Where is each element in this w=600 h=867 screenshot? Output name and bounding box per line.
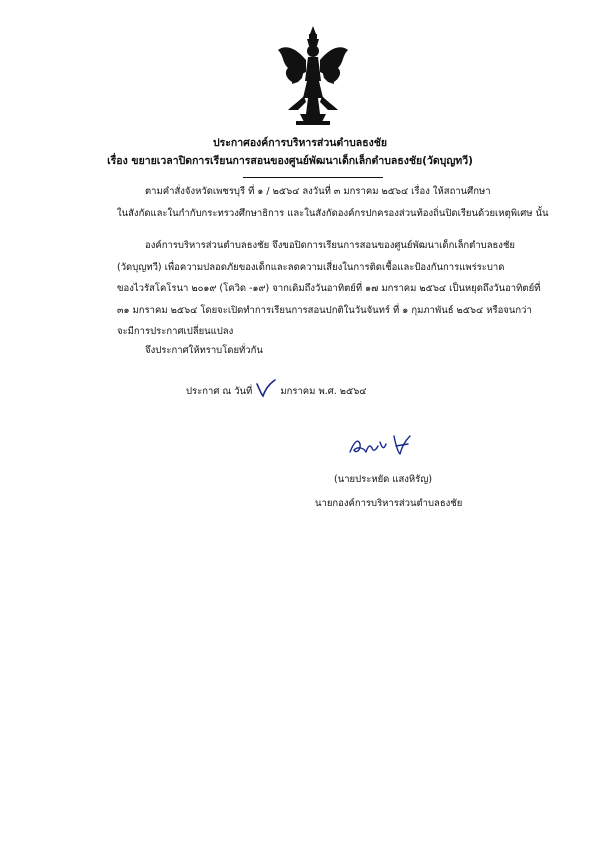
document-title	[0, 134, 600, 170]
handwritten-day	[255, 384, 277, 399]
notice-text: จึงประกาศให้ทราบโดยทั่วกัน	[145, 345, 263, 356]
signature-icon	[344, 428, 416, 462]
paragraph-2	[117, 235, 563, 343]
date-suffix: มกราคม พ.ศ. ๒๕๖๔	[280, 386, 367, 397]
paragraph-2-line: องค์การบริหารส่วนตำบลธงชัย จึงขอปิดการเรียนการสอนของศูนย์พัฒนาเด็กเล็กตำบลธงชัย	[145, 240, 515, 251]
paragraph-2-line: (วัดบุญทวี) เพื่อความปลอดภัยของเด็กและลดความเสี่ยงในการติดเชื้อและป้องกันการแพร่ระบาด	[117, 261, 505, 273]
paragraph-1	[117, 181, 563, 224]
paragraph-2-line: ของไวรัสโคโรนา ๒๐๑๙ (โควิด -๑๙) จากเดิมถึงวันอาทิตย์ที่ ๑๗ มกราคม ๒๕๖๔ เป็นหยุดถึงวันอาทิตย์ที่	[117, 283, 541, 294]
announcement-date	[186, 384, 366, 399]
paragraph-1-line: ในสังกัดและในกำกับกระทรวงศึกษาธิการ และในสังกัดองค์กรปกครองส่วนท้องถิ่นปิดเรียนด้วยเหตุพิเศษ นั้น	[117, 207, 549, 219]
signer-name: (นายประหยัด แสงหิรัญ)	[334, 474, 433, 485]
paragraph-1-line: ตามคำสั่งจังหวัดเพชรบุรี ที่ ๑ / ๒๕๖๔ ลงวันที่ ๓ มกราคม ๒๕๖๔ เรื่อง ให้สถานศึกษา	[145, 186, 491, 197]
date-prefix: ประกาศ ณ วันที่	[186, 386, 253, 397]
paragraph-2-line: ๓๑ มกราคม ๒๕๖๔ โดยจะเปิดทำการเรียนการสอนปกติในวันจันทร์ ที่ ๑ กุมภาพันธ์ ๒๕๖๔ หรือจนกว่า	[117, 304, 532, 316]
paragraph-2-line: จะมีการประกาศเปลี่ยนแปลง	[117, 326, 234, 337]
garuda-emblem-icon	[278, 26, 348, 126]
title-divider	[243, 177, 383, 178]
title-line-2: เรื่อง ขยายเวลาปิดการเรียนการสอนของศูนย์พัฒนาเด็กเล็กตำบลธงชัย(วัดบุญทวี)	[107, 155, 473, 167]
title-line-1: ประกาศองค์การบริหารส่วนตำบลธงชัย	[212, 137, 388, 149]
signer-title: นายกองค์การบริหารส่วนตำบลธงชัย	[315, 498, 463, 509]
